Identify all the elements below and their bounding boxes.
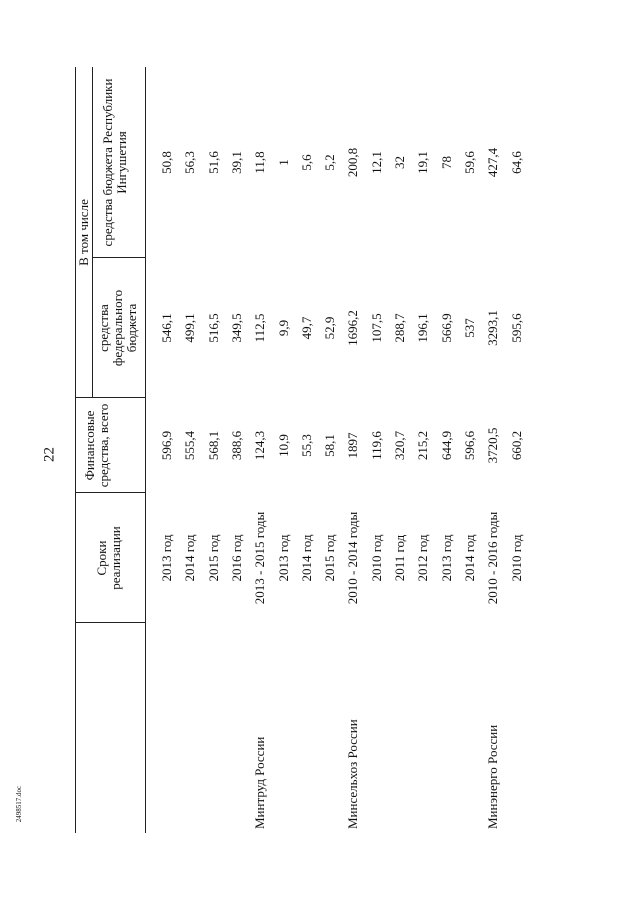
cell-regional: 200,8 <box>345 147 361 178</box>
cell-total: 388,6 <box>228 430 244 461</box>
cell-organization: Минтруд России <box>252 736 268 829</box>
cell-federal: 52,9 <box>322 316 338 340</box>
cell-regional: 1 <box>275 159 291 166</box>
cell-regional: 19,1 <box>415 151 431 174</box>
page-number: 22 <box>41 447 58 462</box>
cell-term: 2010 год <box>508 534 524 582</box>
cell-regional: 11,8 <box>252 151 268 174</box>
cell-regional: 427,4 <box>485 147 501 178</box>
cell-federal: 112,5 <box>252 313 268 343</box>
table-row <box>369 67 387 833</box>
table-row <box>159 67 177 833</box>
table-row <box>276 67 294 833</box>
cell-regional: 59,6 <box>461 151 477 174</box>
cell-regional: 12,1 <box>368 151 384 174</box>
cell-regional: 5,2 <box>322 154 338 171</box>
cell-federal: 3293,1 <box>485 310 501 346</box>
table-row <box>322 67 340 833</box>
col-sep-org-term <box>75 622 145 623</box>
cell-term: 2013 год <box>159 534 174 582</box>
cell-term: 2013 год <box>438 534 454 582</box>
header-bottom-border <box>145 67 146 833</box>
cell-federal: 1696,2 <box>345 310 361 346</box>
cell-term: 2015 год <box>322 534 338 582</box>
cell-term: 2010 год <box>368 534 384 582</box>
col-sep-fed-reg <box>92 257 145 258</box>
table-row <box>345 67 363 833</box>
table-row <box>206 67 224 833</box>
cell-federal: 9,9 <box>275 319 291 337</box>
table-row <box>299 67 317 833</box>
cell-term: 2012 год <box>415 534 431 582</box>
cell-regional: 51,6 <box>205 151 221 174</box>
cell-federal: 49,7 <box>298 316 314 340</box>
cell-federal: 288,7 <box>392 313 407 343</box>
cell-organization: Минэнерго России <box>485 724 501 829</box>
cell-total: 215,2 <box>415 430 431 461</box>
cell-federal: 537 <box>461 318 477 338</box>
cell-organization: Минсельхоз России <box>345 719 361 829</box>
cell-total: 660,2 <box>508 430 524 461</box>
cell-term: 2016 год <box>228 534 244 582</box>
cell-total: 596,6 <box>461 430 477 461</box>
cell-term: 2014 год <box>182 534 198 582</box>
including-divider <box>92 67 93 398</box>
cell-term: 2011 год <box>392 534 407 582</box>
cell-term: 2013 год <box>275 534 291 582</box>
cell-federal: 516,5 <box>205 313 221 343</box>
table-row <box>509 67 527 833</box>
cell-total: 3720,5 <box>485 427 501 464</box>
cell-federal: 595,6 <box>508 313 524 343</box>
cell-regional: 32 <box>392 156 407 169</box>
cell-federal: 196,1 <box>415 313 431 343</box>
table-row <box>462 67 480 833</box>
cell-term: 2010 - 2014 годы <box>345 511 361 605</box>
cell-term: 2014 год <box>298 534 314 582</box>
cell-term: 2014 год <box>461 534 477 582</box>
cell-total: 58,1 <box>322 434 338 457</box>
table-row <box>182 67 200 833</box>
table-row <box>439 67 457 833</box>
cell-total: 1897 <box>345 432 361 459</box>
table-row <box>485 67 503 833</box>
cell-total: 644,9 <box>438 430 454 461</box>
header-regional: средства бюджета Республики Ингушетия <box>100 78 129 247</box>
cell-total: 10,9 <box>275 434 291 457</box>
cell-federal: 349,5 <box>228 313 244 343</box>
header-federal: средства федерального бюджета <box>96 289 139 367</box>
cell-term: 2010 - 2016 годы <box>485 511 501 605</box>
cell-federal: 499,1 <box>182 313 198 343</box>
cell-total: 555,4 <box>182 430 198 461</box>
table-row <box>415 67 433 833</box>
cell-total: 55,3 <box>298 434 314 457</box>
table-row <box>252 67 270 833</box>
cell-regional: 50,8 <box>159 151 174 174</box>
cell-regional: 64,6 <box>508 151 524 174</box>
cell-total: 568,1 <box>205 430 221 461</box>
cell-federal: 566,9 <box>438 313 454 343</box>
cell-regional: 39,1 <box>228 151 244 174</box>
header-including: В том числе <box>76 199 91 266</box>
table-row <box>392 67 410 833</box>
document-code: 2498517.doc <box>15 785 23 823</box>
cell-federal: 546,1 <box>159 313 174 343</box>
table-top-border <box>75 67 76 833</box>
cell-regional: 5,6 <box>298 154 314 171</box>
cell-total: 596,9 <box>159 430 174 461</box>
col-sep-term-total <box>75 492 145 493</box>
cell-total: 124,3 <box>252 430 268 461</box>
header-term: Сроки реализации <box>94 526 123 590</box>
cell-regional: 56,3 <box>182 151 198 174</box>
cell-total: 320,7 <box>392 430 407 461</box>
table-row <box>229 67 247 833</box>
cell-term: 2013 - 2015 годы <box>252 511 268 605</box>
cell-federal: 107,5 <box>368 313 384 343</box>
cell-regional: 78 <box>438 156 454 169</box>
header-total: Финансовые средства, всего <box>82 403 111 488</box>
cell-total: 119,6 <box>368 431 384 460</box>
rotated-table <box>75 67 555 833</box>
cell-term: 2015 год <box>205 534 221 582</box>
